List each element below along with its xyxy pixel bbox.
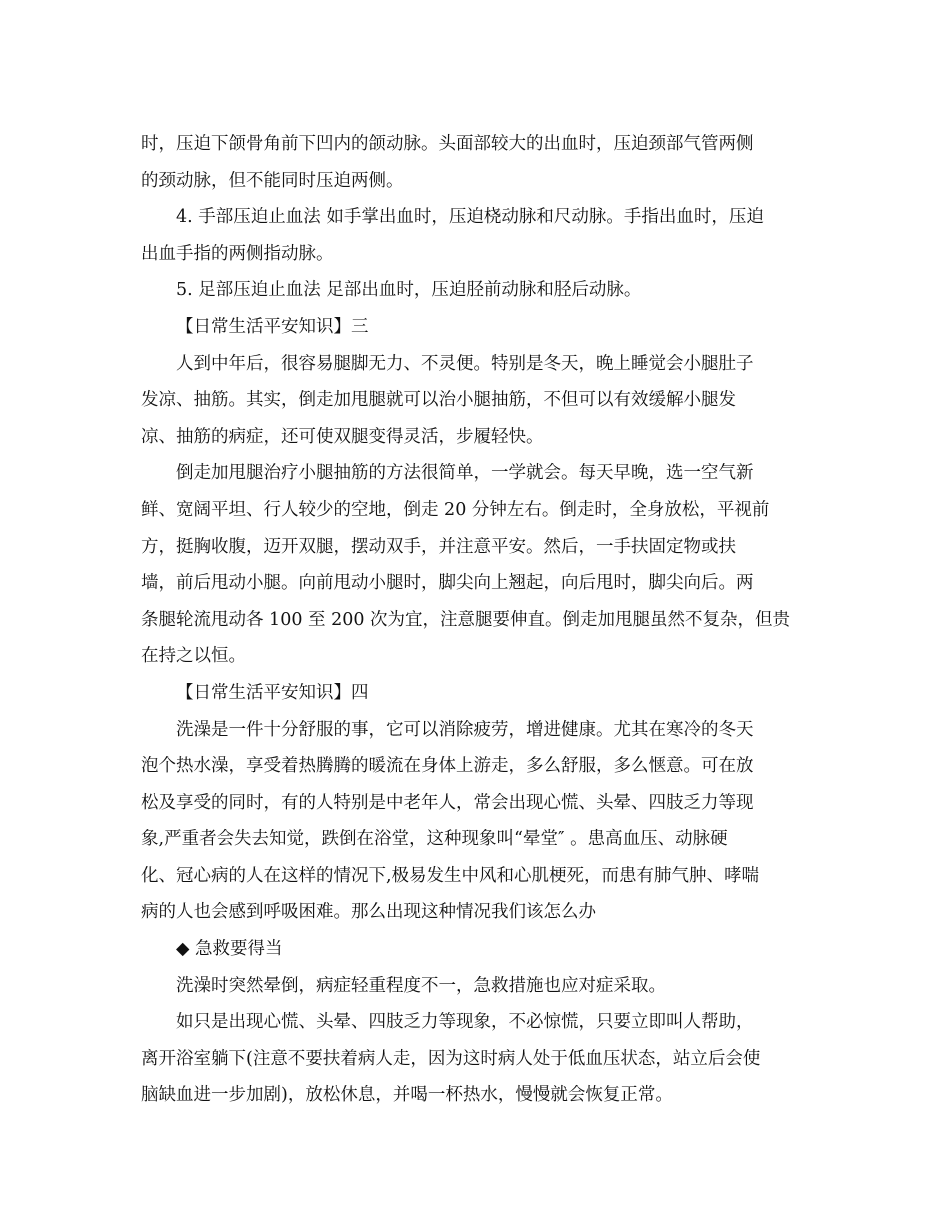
text-line: 的颈动脉，但不能同时压迫两侧。 xyxy=(141,170,404,191)
text-line: 4. 手部压迫止血法 如手掌出血时，压迫桡动脉和尺动脉。手指出血时，压迫 xyxy=(176,207,764,228)
text-line: 病的人也会感到呼吸困难。那么出现这种情况我们该怎么办 xyxy=(141,902,596,923)
text-line: ◆ 急救要得当 xyxy=(176,939,283,960)
text-line: 松及享受的同时，有的人特别是中老年人，常会出现心慌、头晕、四肢乏力等现 xyxy=(141,792,754,813)
text-line: 洗澡是一件十分舒服的事，它可以消除疲劳，增进健康。尤其在寒冷的冬天 xyxy=(176,719,754,740)
text-line: 条腿轮流甩动各 100 至 200 次为宜，注意腿要伸直。倒走加甩腿虽然不复杂，但贵 xyxy=(141,609,791,630)
text-line: 5. 足部压迫止血法 足部出血时，压迫胫前动脉和胫后动脉。 xyxy=(176,280,642,301)
text-line: 鲜、宽阔平坦、行人较少的空地，倒走 20 分钟左右。倒走时，全身放松，平视前 xyxy=(141,499,770,520)
text-line: 时，压迫下颌骨角前下凹内的颌动脉。头面部较大的出血时，压迫颈部气管两侧 xyxy=(141,134,754,154)
document-body xyxy=(141,126,811,1114)
text-line: 在持之以恒。 xyxy=(141,646,246,667)
text-line: 人到中年后，很容易腿脚无力、不灵便。特别是冬天，晚上睡觉会小腿肚子 xyxy=(176,353,754,374)
text-line: 象,严重者会失去知觉，跌倒在浴堂，这种现象叫“晕堂″ 。患高血压、动脉硬 xyxy=(141,829,728,850)
text-line: 倒走加甩腿治疗小腿抽筋的方法很简单，一学就会。每天早晚，选一空气新 xyxy=(176,463,754,484)
text-line: 【日常生活平安知识】四 xyxy=(176,682,369,703)
text-line: 墙，前后甩动小腿。向前甩动小腿时，脚尖向上翘起，向后甩时，脚尖向后。两 xyxy=(141,573,754,594)
text-line: 【日常生活平安知识】三 xyxy=(176,316,369,337)
text-line: 洗澡时突然晕倒，病症轻重程度不一，急救措施也应对症采取。 xyxy=(176,975,666,996)
text-line: 出血手指的两侧指动脉。 xyxy=(141,243,334,264)
text-line: 离开浴室躺下(注意不要扶着病人走，因为这时病人处于低血压状态，站立后会使 xyxy=(141,1048,761,1069)
text-line: 如只是出现心慌、头晕、四肢乏力等现象，不必惊慌，只要立即叫人帮助， xyxy=(176,1012,754,1033)
text-line: 化、冠心病的人在这样的情况下,极易发生中风和心肌梗死，而患有肺气肿、哮喘 xyxy=(141,865,760,886)
text-line: 凉、抽筋的病症，还可使双腿变得灵活，步履轻快。 xyxy=(141,426,544,447)
text-line: 泡个热水澡，享受着热腾腾的暖流在身体上游走，多么舒服，多么惬意。可在放 xyxy=(141,756,754,777)
text-line: 脑缺血进一步加剧)，放松休息，并喝一杯热水，慢慢就会恢复正常。 xyxy=(141,1085,673,1106)
text-line: 发凉、抽筋。其实，倒走加甩腿就可以治小腿抽筋，不但可以有效缓解小腿发 xyxy=(141,390,736,411)
text-line: 方，挺胸收腹，迈开双腿，摆动双手，并注意平安。然后，一手扶固定物或扶 xyxy=(141,536,736,557)
